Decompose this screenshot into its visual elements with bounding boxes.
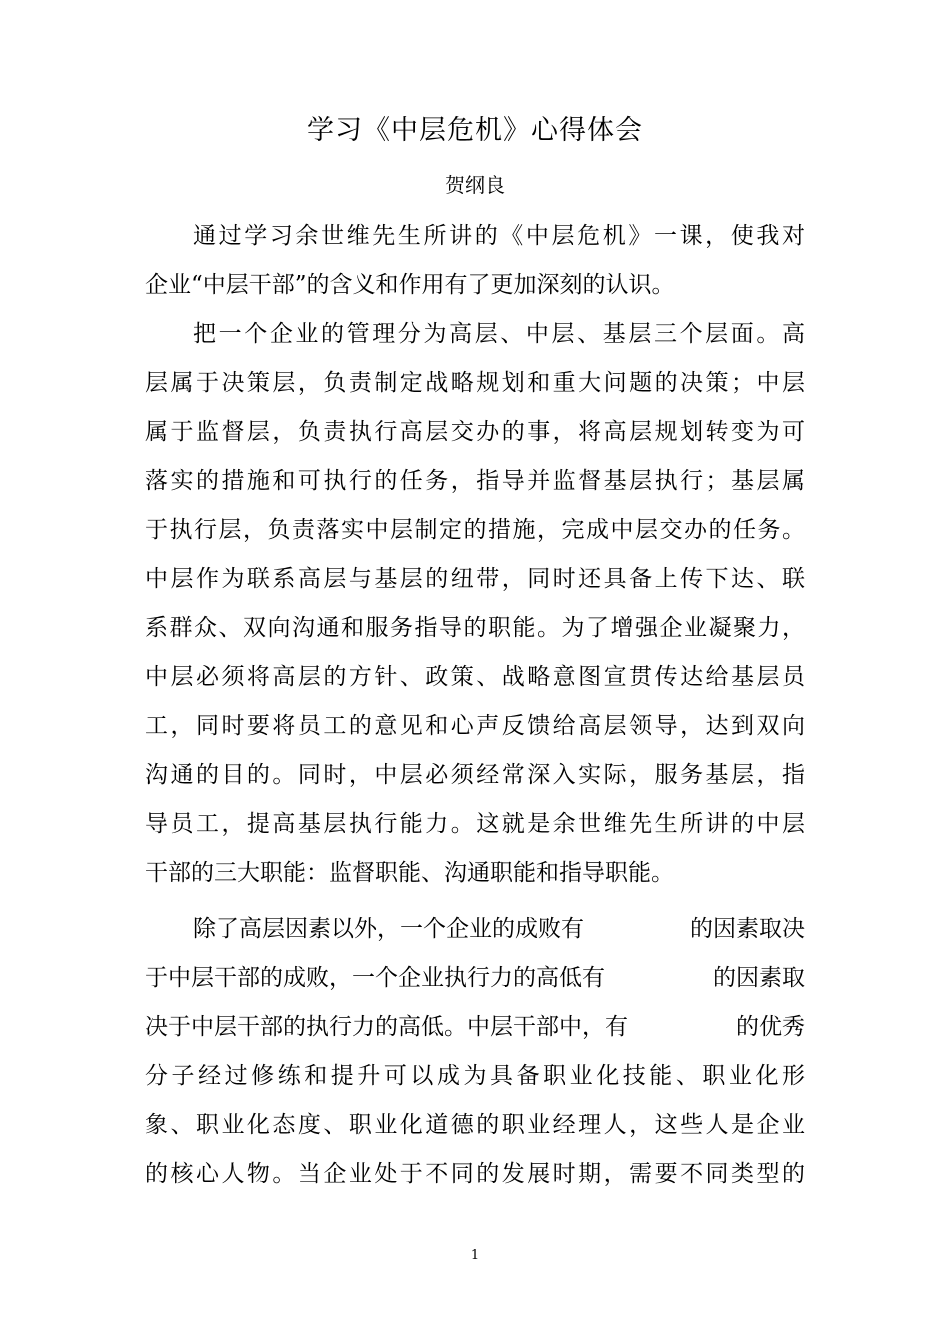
paragraph-2-line-2: 层属于决策层，负责制定战略规划和重大问题的决策；中层 (145, 370, 805, 396)
paragraph-3-line-4: 分子经过修练和提升可以成为具备职业化技能、职业化形 (145, 1063, 805, 1089)
paragraph-2-line-10: 沟通的目的。同时，中层必须经常深入实际，服务基层，指 (145, 762, 805, 788)
paragraph-3-line-6: 的核心人物。当企业处于不同的发展时期，需要不同类型的 (145, 1161, 805, 1187)
document-title: 学习《中层危机》心得体会 (307, 115, 643, 146)
paragraph-2-line-7: 系群众、双向沟通和服务指导的职能。为了增强企业凝聚力， (145, 615, 805, 641)
paragraph-1-line-1: 通过学习余世维先生所讲的《中层危机》一课，使我对 (193, 223, 805, 249)
paragraph-2-line-9: 工，同时要将员工的意见和心声反馈给高层领导，达到双向 (145, 713, 805, 739)
paragraph-3-line-2: 于中层干部的成败，一个企业执行力的高低有 的因素取 (145, 965, 805, 991)
paragraph-2-line-3: 属于监督层，负责执行高层交办的事，将高层规划转变为可 (145, 419, 805, 445)
paragraph-3-line-5: 象、职业化态度、职业化道德的职业经理人，这些人是企业 (145, 1112, 805, 1138)
paragraph-2-line-4: 落实的措施和可执行的任务，指导并监督基层执行；基层属 (145, 468, 805, 494)
paragraph-2-line-8: 中层必须将高层的方针、政策、战略意图宣贯传达给基层员 (145, 664, 805, 690)
paragraph-2-line-1: 把一个企业的管理分为高层、中层、基层三个层面。高 (193, 321, 805, 347)
paragraph-1-line-2: 企业“中层干部”的含义和作用有了更加深刻的认识。 (145, 272, 675, 298)
paragraph-2-line-5: 于执行层，负责落实中层制定的措施，完成中层交办的任务。 (145, 517, 805, 543)
author-name: 贺纲良 (445, 173, 505, 197)
paragraph-2-line-11: 导员工，提高基层执行能力。这就是余世维先生所讲的中层 (145, 811, 805, 837)
page-number: 1 (470, 1248, 480, 1263)
paragraph-2-line-12: 干部的三大职能：监督职能、沟通职能和指导职能。 (145, 860, 674, 886)
paragraph-3-line-3: 决于中层干部的执行力的高低。中层干部中，有 的优秀 (145, 1014, 805, 1040)
paragraph-3-line-1: 除了高层因素以外，一个企业的成败有 的因素取决 (193, 916, 805, 942)
paragraph-2-line-6: 中层作为联系高层与基层的纽带，同时还具备上传下达、联 (145, 566, 805, 592)
